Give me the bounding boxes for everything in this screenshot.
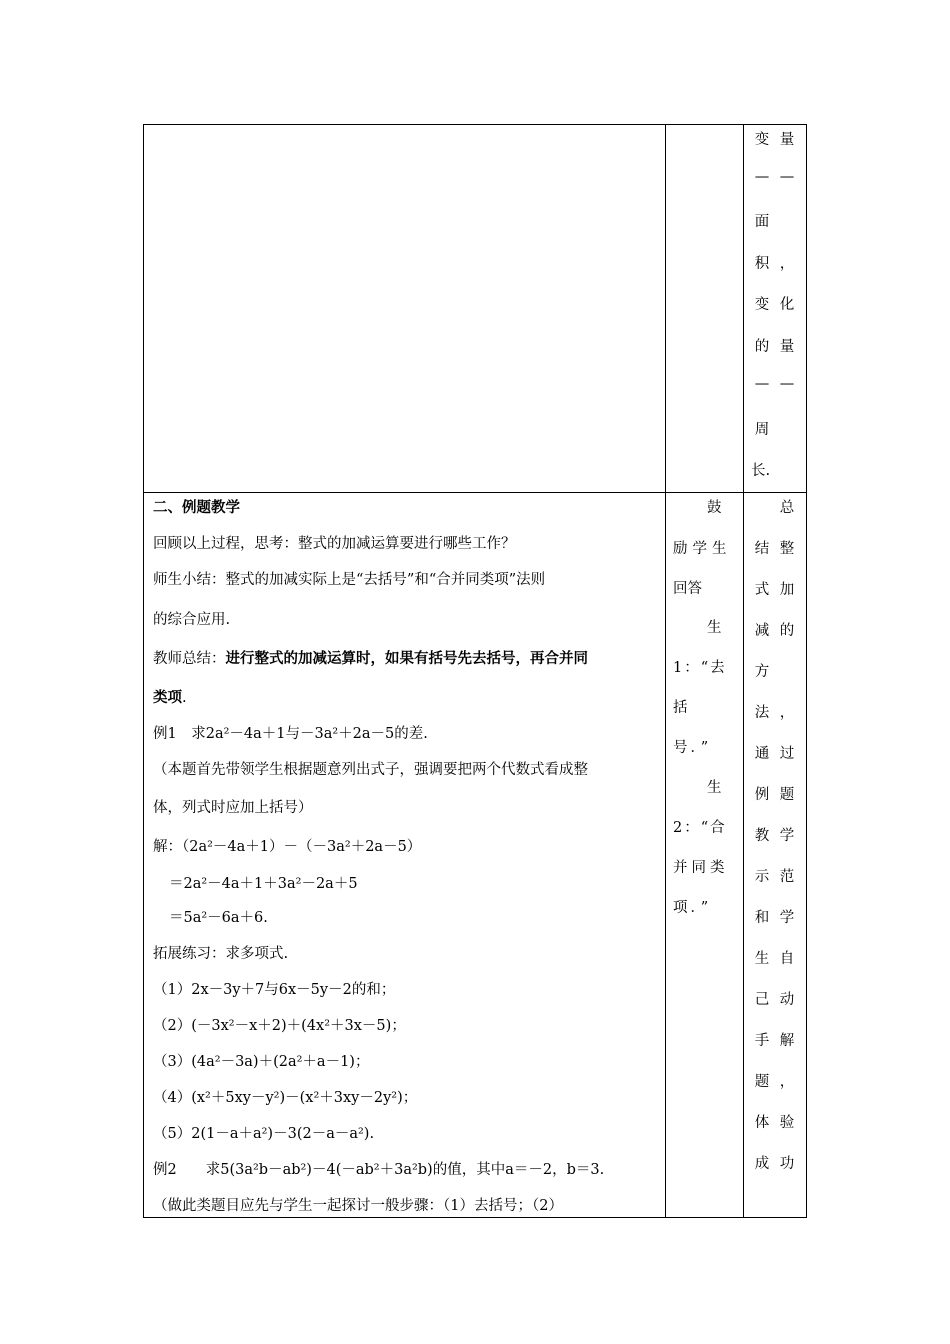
char: 的: [754, 339, 770, 355]
paragraph-teacher-summary-2: [153, 686, 187, 707]
column-divider-2: [743, 124, 744, 1218]
char: 自: [779, 951, 795, 967]
row-divider: [143, 492, 807, 493]
char: 的: [779, 623, 795, 639]
activity-line: 生: [707, 780, 722, 796]
char: 生: [754, 951, 770, 967]
text-row: [751, 742, 801, 763]
text-row: [751, 947, 801, 968]
char: 法: [754, 705, 770, 721]
char: —: [779, 376, 795, 392]
text-row: [751, 496, 801, 517]
char: 量: [779, 339, 795, 355]
char: 例: [754, 787, 770, 803]
activity-line: 鼓: [707, 500, 722, 516]
char: 过: [779, 746, 795, 762]
char: 变: [754, 132, 770, 148]
text-row: [751, 418, 801, 439]
text-row: [751, 376, 801, 392]
text-row: [751, 1070, 801, 1091]
char: 减: [754, 623, 770, 639]
activity-line: 括: [673, 700, 688, 716]
solution-line-3: ＝5a²－6a＋6.: [169, 910, 268, 926]
text-row: [751, 1152, 801, 1173]
char: 式: [754, 582, 770, 598]
exercise-3: （3）(4a²－3a)＋(2a²＋a－1)；: [153, 1054, 370, 1070]
note-2: （做此类题目应先与学生一起探讨一般步骤：（1）去括号；（2）: [153, 1198, 563, 1214]
char: 学: [779, 828, 795, 844]
text-row: [751, 988, 801, 1009]
text-row: [751, 578, 801, 599]
char: 范: [779, 869, 795, 885]
char: 整: [779, 541, 795, 557]
column-divider-1: [665, 124, 666, 1218]
bold-text: 类项: [153, 689, 182, 706]
activity-line: 2：“合: [673, 820, 727, 836]
char: 体: [754, 1115, 770, 1131]
text-row: [751, 128, 801, 149]
table-left-border: [143, 124, 144, 1218]
char: —: [754, 376, 770, 392]
section-heading: 二、例题教学: [153, 499, 240, 516]
text-row: [751, 537, 801, 558]
bold-text: 进行整式的加减运算时，如果有括号先去括号，再合并同: [225, 650, 588, 667]
char: 长.: [751, 463, 771, 479]
char: 题: [779, 787, 795, 803]
text-row: [751, 293, 801, 314]
char: 验: [779, 1115, 795, 1131]
paragraph-teacher-summary: [153, 647, 588, 668]
exercise-4: （4）(x²＋5xy－y²)－(x²＋3xy－2y²)；: [153, 1090, 418, 1106]
char: 解: [779, 1033, 795, 1049]
activity-line: 项．”: [673, 900, 712, 916]
char: 周: [754, 422, 770, 438]
activity-line: 号．”: [673, 740, 712, 756]
char: 面: [754, 214, 770, 230]
char: ，: [779, 256, 795, 272]
activity-line: 并同类: [673, 860, 729, 876]
char: 手: [754, 1033, 770, 1049]
text-row: [751, 459, 801, 480]
char: 结: [754, 541, 770, 557]
period: .: [182, 690, 187, 706]
activity-line: 生: [707, 620, 722, 636]
char: 成: [754, 1156, 770, 1172]
exercise-5: （5）2(1－a＋a²)－3(2－a－a²).: [153, 1126, 375, 1142]
char: 教: [754, 828, 770, 844]
text-row: [751, 335, 801, 356]
text-row: [751, 660, 801, 681]
char: 示: [754, 869, 770, 885]
label: 教师总结：: [153, 651, 226, 667]
table-bottom-border: [143, 1217, 807, 1218]
char: 己: [754, 992, 770, 1008]
note-1b: 体，列式时应加上括号）: [153, 800, 313, 816]
char: 功: [779, 1156, 795, 1172]
text-row: [751, 701, 801, 722]
text-row: [751, 824, 801, 845]
char: 变: [754, 297, 770, 313]
char: 动: [779, 992, 795, 1008]
text-row: [751, 252, 801, 273]
char: ，: [779, 705, 795, 721]
text-row: [751, 865, 801, 886]
text-row: [751, 210, 801, 231]
char: 方: [754, 664, 770, 680]
extension-heading: 拓展练习：求多项式.: [153, 946, 289, 962]
char: 学: [779, 910, 795, 926]
text-row: [751, 1029, 801, 1050]
example-2: 例2 求5(3a²b－ab²)－4(－ab²＋3a²b)的值，其中a＝－2，b＝3.: [153, 1162, 605, 1178]
char: —: [779, 169, 795, 185]
char: 和: [754, 910, 770, 926]
note-1a: （本题首先带领学生根据题意列出式子，强调要把两个代数式看成整: [153, 762, 588, 778]
char: 加: [779, 582, 795, 598]
char: 题: [754, 1074, 770, 1090]
char: ，: [779, 1074, 795, 1090]
text-row: [751, 783, 801, 804]
table-top-border: [143, 124, 807, 125]
paragraph-review: 回顾以上过程，思考：整式的加减运算要进行哪些工作？: [153, 536, 516, 552]
paragraph-summary-1: 师生小结：整式的加减实际上是“去括号”和“合并同类项”法则: [153, 572, 546, 588]
text-row: [751, 1111, 801, 1132]
lesson-table: [143, 124, 807, 1218]
activity-line: 1：“去: [673, 660, 727, 676]
solution-line-2: ＝2a²－4a＋1＋3a²－2a＋5: [169, 876, 358, 892]
char: 积: [754, 256, 770, 272]
char: 通: [754, 746, 770, 762]
text-row: [751, 619, 801, 640]
text-row: [751, 906, 801, 927]
exercise-2: （2）(－3x²－x＋2)＋(4x²＋3x－5)；: [153, 1018, 406, 1034]
char: 总: [779, 500, 795, 516]
example-1: 例1 求2a²－4a＋1与－3a²＋2a－5的差.: [153, 726, 428, 742]
text-row: [751, 169, 801, 185]
solution-line-1: 解：（2a²－4a＋1）－（－3a²＋2a－5）: [153, 839, 422, 855]
char: 化: [779, 297, 795, 313]
char: 量: [779, 132, 795, 148]
table-right-border: [806, 124, 807, 1218]
paragraph-summary-2: 的综合应用.: [153, 612, 231, 628]
activity-line: 励学生: [673, 541, 732, 557]
activity-line: 回答: [673, 581, 702, 597]
char: —: [754, 169, 770, 185]
exercise-1: （1）2x－3y＋7与6x－5y－2的和；: [153, 982, 396, 998]
